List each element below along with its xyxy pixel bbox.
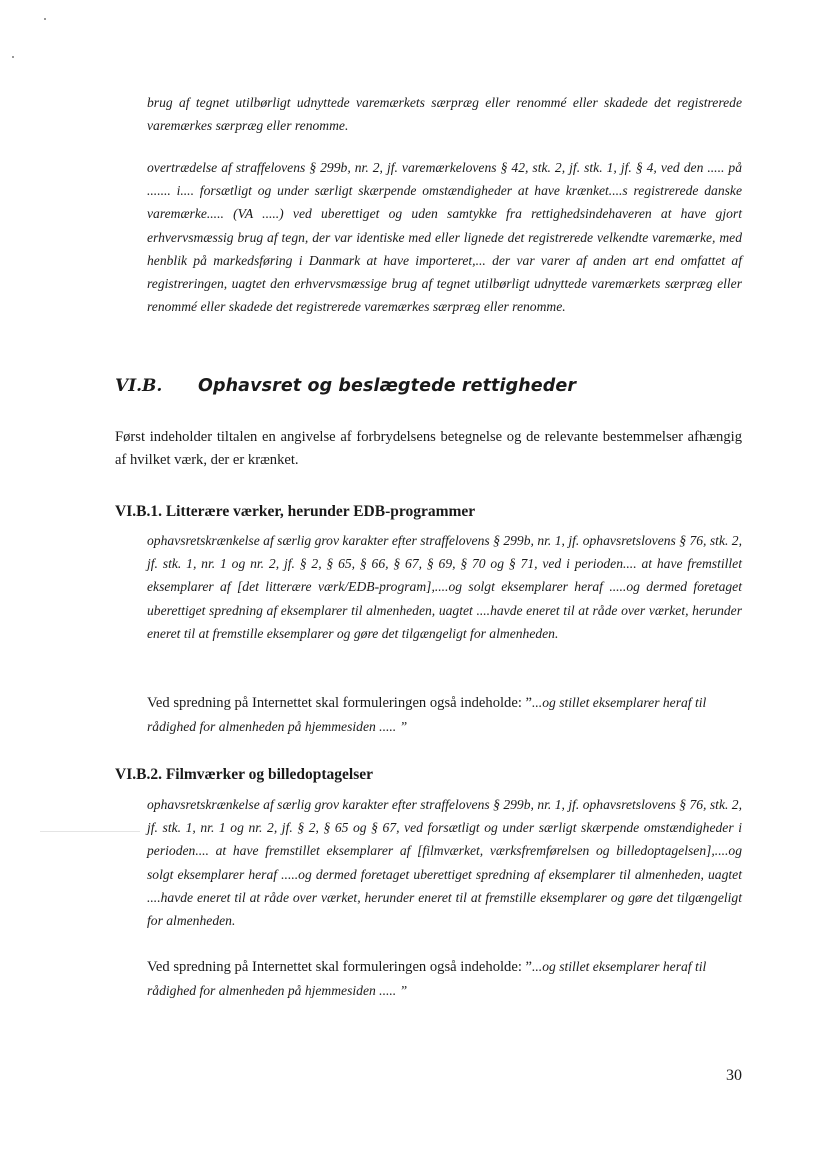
section-number: VI.B. bbox=[115, 376, 163, 396]
scan-speck bbox=[44, 18, 46, 20]
subsection-heading-literary: VI.B.1. Litterære værker, herunder EDB-programmer bbox=[115, 503, 476, 520]
paragraph-film-internet bbox=[147, 955, 742, 1002]
subsection-heading-film: VI.B.2. Filmværker og billedoptagelser bbox=[115, 766, 374, 783]
internet-quote-text: ...og stillet eksemplarer heraf til rådighed for almenheden på hjemmesiden ..... ” bbox=[147, 959, 707, 998]
section-intro: Først indeholder tiltalen en angivelse af forbrydelsens betegnelse og de relevante bestemmelser afhængig af hvilket værk, der er krænket. bbox=[115, 429, 742, 468]
paragraph-literary-charge: ophavsretskrænkelse af særlig grov karakter efter straffelovens § 299b, nr. 1, jf. ophavsretslovens § 76, stk. 2, jf. stk. 1, nr. 1 og nr. 2, jf. § 2, § 65, § 66, § 67, § 69, § 70 og § 71, ved i perioden.... at have fremstillet eksemplarer af [det litterære værk/EDB-program],....og solgt eksemplarer heraf .....og dermed foretaget uberettiget spredning af eksemplarer til almenheden, uagtet ....havde eneret til at råde over værket, herunder eneret til at fremstille eksemplarer og gøre det tilgængeligt for almenheden. bbox=[147, 533, 742, 641]
paragraph-trademark-end: brug af tegnet utilbørligt udnyttede varemærkets særpræg eller renommé eller skadede det registrerede varemærkes særpræg eller renomme. bbox=[147, 95, 742, 134]
paragraph-film-charge: ophavsretskrænkelse af særlig grov karakter efter straffelovens § 299b, nr. 1, jf. ophavsretslovens § 76, stk. 2, jf. stk. 1, nr. 1 og nr. 2, jf. § 2, § 65 og § 67, ved forsætligt og under særligt skærpende omstændigheder i perioden.... at have fremstillet eksemplarer af [filmværket, værksfremførelsen og billedoptagelsen],....og solgt eksemplarer heraf .....og dermed foretaget uberettiget spredning af eksemplarer til almenheden, uagtet ....havde eneret til at råde over værket, herunder eneret til at fremstille eksemplarer og gøre det tilgængeligt for almenheden. bbox=[147, 797, 742, 929]
paragraph-trademark-charge: overtrædelse af straffelovens § 299b, nr. 2, jf. varemærkelovens § 42, stk. 2, jf. stk. 1, jf. § 4, ved den ..... på ....... i.... forsætligt og under særligt skærpende omstændigheder at have krænket....s registrerede danske varemærke..... (VA .....) ved uberettiget og uden samtykke fra rettighedsindehaveren at have gjort erhvervsmæssig brug af tegn, der var identiske med eller lignede det registrerede velkendte varemærke, med henblik på markedsføring i Danmark at have importeret,... der var varer af anden art end omfattet af registreringen, uagtet den erhvervsmæssige brug af tegnet utilbørligt udnyttede varemærkets særpræg eller renommé eller skadede det registrerede varemærkes særpræg eller renomme. bbox=[147, 160, 742, 315]
paragraph-literary-internet bbox=[147, 691, 742, 738]
internet-intro-text: Ved spredning på Internettet skal formuleringen også indeholde: ” bbox=[147, 695, 532, 711]
section-title: Ophavsret og beslægtede rettigheder bbox=[198, 376, 577, 396]
internet-intro-text: Ved spredning på Internettet skal formuleringen også indeholde: ” bbox=[147, 959, 532, 975]
page-number: 30 bbox=[726, 1067, 742, 1084]
scan-speck bbox=[12, 56, 14, 58]
scan-shadow-line bbox=[40, 831, 140, 832]
internet-quote-text: ...og stillet eksemplarer heraf til rådighed for almenheden på hjemmesiden ..... ” bbox=[147, 695, 707, 734]
